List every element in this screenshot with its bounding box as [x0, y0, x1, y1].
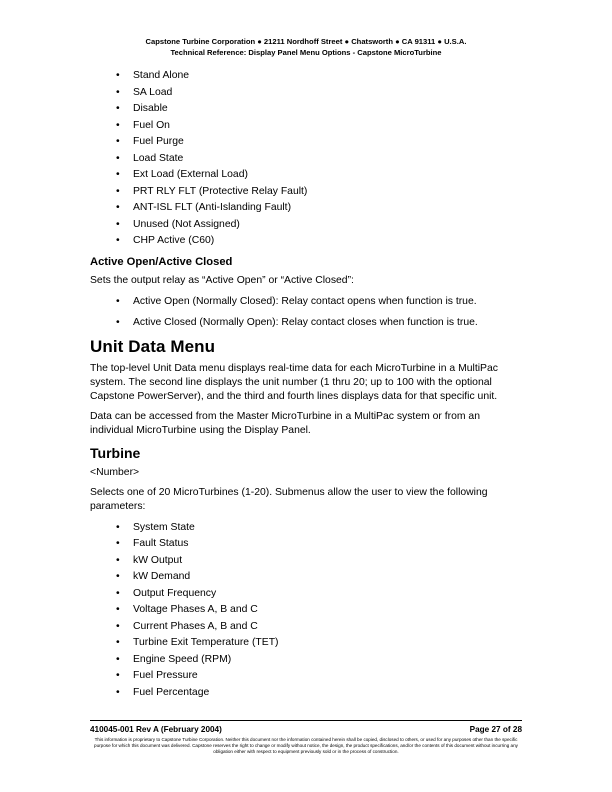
- active-open-closed-intro: Sets the output relay as “Active Open” or “Active Closed”:: [90, 274, 354, 286]
- list-item: • Turbine Exit Temperature (TET): [90, 635, 522, 652]
- list-item: • Current Phases A, B and C: [90, 619, 522, 636]
- relay-function-list: [90, 68, 522, 250]
- unit-data-paragraph: Data can be accessed from the Master MicroTurbine in a MultiPac system or from an individual MicroTurbine using the Display Panel.: [90, 410, 480, 436]
- turbine-parameter-list: [90, 520, 522, 702]
- list-item: • Fuel Percentage: [90, 685, 522, 702]
- list-item: • ANT-ISL FLT (Anti-Islanding Fault): [90, 200, 522, 217]
- list-item: • SA Load: [90, 85, 522, 102]
- document-id: 410045-001 Rev A (February 2004): [90, 725, 222, 734]
- list-item: • Stand Alone: [90, 68, 522, 85]
- active-open-closed-list: [90, 294, 522, 330]
- list-item: • Active Open (Normally Closed): Relay contact opens when function is true.: [90, 294, 522, 309]
- proprietary-notice: This information is proprietary to Capstone Turbine Corporation. Neither this document nor the information contained herein shall be copied, disclosed to others, or used for any purposes other than the specific purpose for which this document was delivered. Capstone reserves the right to change or modify without notice, the design, the product specifications, and/or the contents of this document without incurring any obligation either with respect to equipment previously sold or in the process of construction.: [94, 737, 518, 755]
- unit-data-menu-heading: Unit Data Menu: [90, 336, 216, 356]
- active-open-closed-heading: Active Open/Active Closed: [90, 255, 233, 268]
- list-item: • Load State: [90, 151, 522, 168]
- turbine-heading: Turbine: [90, 444, 141, 461]
- list-item: • Disable: [90, 101, 522, 118]
- list-item: • kW Output: [90, 553, 522, 570]
- unit-data-paragraph: The top-level Unit Data menu displays real-time data for each MicroTurbine in a MultiPac system. The second line displays the unit number (1 thru 20; up to 100 with the optional Capstone PowerServer), and the third and fourth lines displays data for that specific unit.: [90, 362, 498, 402]
- list-item: • PRT RLY FLT (Protective Relay Fault): [90, 184, 522, 201]
- list-item: • Ext Load (External Load): [90, 167, 522, 184]
- list-item: • Engine Speed (RPM): [90, 652, 522, 669]
- footer-divider: [90, 720, 522, 721]
- list-item: • Fuel On: [90, 118, 522, 135]
- list-item: • Fault Status: [90, 536, 522, 553]
- turbine-intro: Selects one of 20 MicroTurbines (1-20). Submenus allow the user to view the following parameters:: [90, 486, 488, 512]
- header-company-line: Capstone Turbine Corporation ● 21211 Nordhoff Street ● Chatsworth ● CA 91311 ● U.S.A.: [145, 37, 467, 46]
- list-item: • Voltage Phases A, B and C: [90, 602, 522, 619]
- list-item: • kW Demand: [90, 569, 522, 586]
- page-header: [0, 36, 612, 58]
- list-item: • Fuel Purge: [90, 134, 522, 151]
- list-item: • Unused (Not Assigned): [90, 217, 522, 234]
- list-item: • CHP Active (C60): [90, 233, 522, 250]
- list-item: • Output Frequency: [90, 586, 522, 603]
- list-item: • System State: [90, 520, 522, 537]
- turbine-number-tag: <Number>: [90, 466, 140, 478]
- page-content: [90, 68, 522, 701]
- page-number: Page 27 of 28: [469, 725, 522, 734]
- list-item: • Active Closed (Normally Open): Relay contact closes when function is true.: [90, 315, 522, 330]
- header-title-line: Technical Reference: Display Panel Menu Options - Capstone MicroTurbine: [170, 48, 442, 57]
- list-item: • Fuel Pressure: [90, 668, 522, 685]
